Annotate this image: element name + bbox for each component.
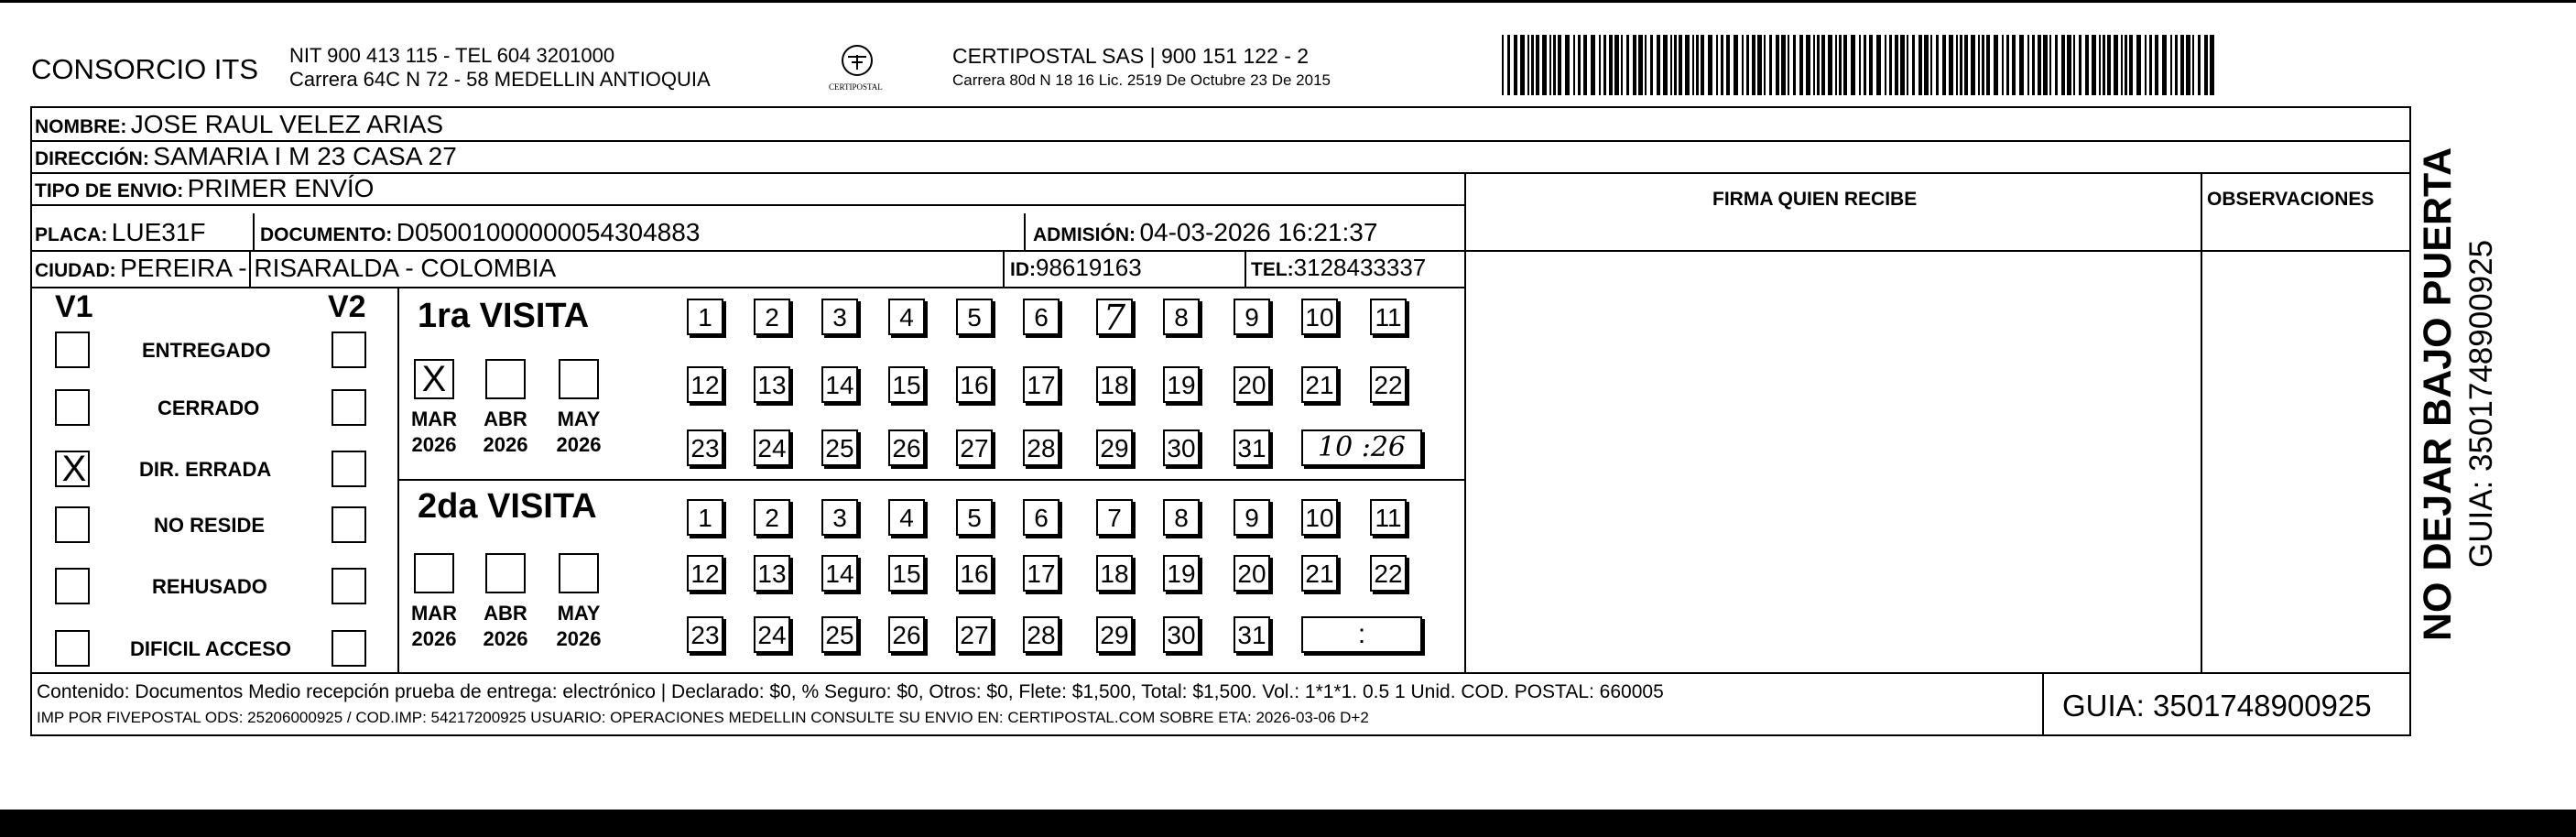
direccion-row: DIRECCIÓN: SAMARIA I M 23 CASA 27	[35, 142, 457, 170]
month-checkbox-abr[interactable]	[485, 553, 526, 593]
v2-checkbox-4[interactable]	[332, 506, 366, 543]
day-box-10[interactable]: 10	[1301, 499, 1338, 536]
certipostal-logo-icon	[835, 42, 879, 86]
day-box-7[interactable]: 7	[1096, 499, 1133, 536]
company-address: Carrera 64C N 72 - 58 MEDELLIN ANTIOQUIA	[289, 68, 711, 91]
month-checkbox-abr[interactable]	[485, 359, 526, 399]
status-option-label: CERRADO	[158, 397, 260, 419]
ciudad-cell: CIUDAD: PEREIRA - RISARALDA - COLOMBIA	[35, 254, 557, 282]
v1-checkbox-4[interactable]	[55, 506, 90, 543]
v1-checkbox-5[interactable]	[55, 568, 90, 604]
day-box-18[interactable]: 18	[1096, 366, 1133, 403]
status-option-label: NO RESIDE	[154, 514, 266, 537]
visit1-title: 1ra VISITA	[418, 297, 590, 335]
footer-content-line: Contenido: Documentos Medio recepción prueba de entrega: electrónico | Declarado: $0, % Seguro: $0, Otros: $0, Flete: $1,500, Total: $1,500. Vol.: 1*1*1. 0.5 1 Unid. COD. POSTAL: 660005	[37, 681, 1664, 702]
day-box-18[interactable]: 18	[1096, 555, 1133, 592]
day-box-4[interactable]: 4	[888, 499, 925, 536]
v2-checkbox-2[interactable]	[332, 389, 366, 426]
month-label: MAY 2026	[556, 408, 602, 456]
footer-print-line: IMP POR FIVEPOSTAL ODS: 25206000925 / COD.IMP: 54217200925 USUARIO: OPERACIONES MEDELLIN CONSULTE SU ENVIO EN: CERTIPOSTAL.COM SOBRE ETA: 2026-03-06 D+2	[37, 709, 1369, 726]
company-nit-tel: NIT 900 413 115 - TEL 604 3201000	[289, 44, 615, 67]
day-box-29[interactable]: 29	[1096, 429, 1133, 466]
day-box-27[interactable]: 27	[956, 616, 993, 653]
day-box-17[interactable]: 17	[1023, 366, 1060, 403]
day-box-7[interactable]	[1096, 298, 1133, 338]
admision-value: 04-03-2026 16:21:37	[1139, 218, 1378, 246]
visit-time-box[interactable]: :	[1301, 616, 1422, 653]
day-box-21[interactable]: 21	[1301, 366, 1338, 403]
ciudad-value: PEREIRA - RISARALDA - COLOMBIA	[120, 254, 557, 282]
day-box-31[interactable]: 31	[1234, 616, 1270, 653]
day-box-20[interactable]: 20	[1234, 555, 1270, 592]
day-box-17[interactable]: 17	[1023, 555, 1060, 592]
v1-mark: X	[61, 449, 87, 489]
day-box-5[interactable]: 5	[956, 299, 993, 335]
day-box-16[interactable]: 16	[956, 555, 993, 592]
month-mark: X	[421, 359, 447, 399]
day-box-8[interactable]: 8	[1163, 499, 1200, 536]
day-box-6[interactable]: 6	[1023, 299, 1060, 335]
day-box-22[interactable]: 22	[1370, 366, 1407, 403]
day-box-24[interactable]: 24	[754, 616, 790, 653]
logo-text: CERTIPOSTAL	[829, 82, 883, 92]
side-notice: NO DEJAR BAJO PUERTA	[2416, 147, 2460, 641]
day-box-15[interactable]: 15	[888, 555, 925, 592]
tel-value: 3128433337	[1293, 254, 1427, 281]
day-box-2[interactable]: 2	[754, 499, 790, 536]
day-box-6[interactable]: 6	[1023, 499, 1060, 536]
day-box-1[interactable]: 1	[687, 499, 723, 536]
v1-header: V1	[55, 289, 93, 324]
day-box-23[interactable]: 23	[687, 429, 723, 466]
nombre-value: JOSE RAUL VELEZ ARIAS	[130, 110, 444, 138]
day-box-29[interactable]: 29	[1096, 616, 1133, 653]
v2-checkbox-6[interactable]	[332, 630, 366, 667]
id-cell: ID:98619163	[1010, 254, 1142, 281]
observaciones-header: OBSERVACIONES	[2207, 189, 2375, 210]
day-box-30[interactable]: 30	[1163, 616, 1200, 653]
tipo-envio-value: PRIMER ENVÍO	[187, 174, 375, 202]
day-box-12[interactable]: 12	[687, 555, 723, 592]
day-box-1[interactable]: 1	[687, 299, 723, 335]
placa-value: LUE31F	[111, 218, 206, 246]
certipostal-info: CERTIPOSTAL SAS | 900 151 122 - 2	[952, 44, 1310, 68]
day-box-22[interactable]: 22	[1370, 555, 1407, 592]
day-box-20[interactable]: 20	[1234, 366, 1270, 403]
day-box-30[interactable]: 30	[1163, 429, 1200, 466]
day-box-16[interactable]: 16	[956, 366, 993, 403]
status-option-label: DIR. ERRADA	[139, 458, 272, 481]
month-checkbox-may[interactable]	[559, 553, 599, 593]
day-box-13[interactable]: 13	[754, 366, 790, 403]
day-box-13[interactable]: 13	[754, 555, 790, 592]
admision-cell: ADMISIÓN: 04-03-2026 16:21:37	[1033, 218, 1378, 246]
day-box-19[interactable]: 19	[1163, 555, 1200, 592]
day-box-5[interactable]: 5	[956, 499, 993, 536]
month-label: MAR 2026	[410, 408, 458, 456]
day-box-14[interactable]: 14	[821, 366, 858, 403]
status-option-label: REHUSADO	[152, 575, 267, 598]
day-box-26[interactable]: 26	[888, 616, 925, 653]
footer-guia: GUIA: 3501748900925	[2062, 689, 2372, 723]
day-box-11[interactable]: 11	[1370, 499, 1407, 536]
nombre-row: NOMBRE: JOSE RAUL VELEZ ARIAS	[35, 110, 444, 138]
month-checkbox-mar[interactable]	[414, 553, 454, 593]
tipo-envio-row: TIPO DE ENVIO: PRIMER ENVÍO	[35, 174, 375, 202]
day-box-25[interactable]: 25	[821, 429, 858, 466]
bottom-border	[0, 810, 2576, 837]
day-box-15[interactable]: 15	[888, 366, 925, 403]
month-label: MAR 2026	[410, 602, 458, 650]
day-mark: 7	[1103, 298, 1126, 338]
day-box-12[interactable]: 12	[687, 366, 723, 403]
v1-checkbox-2[interactable]	[55, 389, 90, 426]
id-value: 98619163	[1036, 254, 1142, 281]
v2-checkbox-5[interactable]	[332, 568, 366, 604]
day-box-9[interactable]: 9	[1234, 499, 1270, 536]
certipostal-license: Carrera 80d N 18 16 Lic. 2519 De Octubre 23 De 2015	[952, 71, 1331, 89]
company-name: CONSORCIO ITS	[31, 53, 259, 85]
v1-checkbox-1[interactable]	[55, 332, 90, 368]
v2-checkbox-1[interactable]	[332, 332, 366, 368]
day-box-3[interactable]: 3	[821, 499, 858, 536]
v1-checkbox-6[interactable]	[55, 630, 90, 667]
month-label: ABR 2026	[483, 408, 528, 456]
v1-checkbox-3[interactable]	[55, 451, 90, 487]
day-box-21[interactable]: 21	[1301, 555, 1338, 592]
v2-header: V2	[328, 289, 366, 324]
month-checkbox-may[interactable]	[559, 359, 599, 399]
status-option-label: DIFICIL ACCESO	[130, 637, 292, 660]
day-box-31[interactable]: 31	[1234, 429, 1270, 466]
firma-header: FIRMA QUIEN RECIBE	[1712, 189, 1918, 210]
day-box-28[interactable]: 28	[1023, 429, 1060, 466]
visit-time-box[interactable]: 10 :26	[1301, 429, 1422, 466]
day-box-9[interactable]: 9	[1234, 299, 1270, 335]
visit2-title: 2da VISITA	[418, 487, 597, 526]
month-checkbox-mar[interactable]	[414, 359, 454, 399]
top-border	[0, 0, 2576, 3]
day-box-19[interactable]: 19	[1163, 366, 1200, 403]
month-label: MAY 2026	[556, 602, 602, 650]
day-box-8[interactable]: 8	[1163, 299, 1200, 335]
day-box-3[interactable]: 3	[821, 299, 858, 335]
day-box-10[interactable]: 10	[1301, 299, 1338, 335]
month-label: ABR 2026	[483, 602, 528, 650]
status-option-label: ENTREGADO	[142, 339, 271, 362]
day-box-11[interactable]: 11	[1370, 299, 1407, 335]
day-box-23[interactable]: 23	[687, 616, 723, 653]
day-box-24[interactable]: 24	[754, 429, 790, 466]
documento-cell: DOCUMENTO: D05001000000054304883	[260, 218, 701, 246]
day-box-2[interactable]: 2	[754, 299, 790, 335]
side-guia: GUIA: 3501748900925	[2463, 239, 2499, 568]
placa-cell: PLACA: LUE31F	[35, 218, 206, 246]
tel-cell: TEL:3128433337	[1251, 254, 1427, 281]
v2-checkbox-3[interactable]	[332, 451, 366, 487]
direccion-value: SAMARIA I M 23 CASA 27	[153, 142, 457, 170]
day-box-14[interactable]: 14	[821, 555, 858, 592]
day-box-25[interactable]: 25	[821, 616, 858, 653]
day-box-4[interactable]: 4	[888, 299, 925, 335]
day-box-26[interactable]: 26	[888, 429, 925, 466]
documento-value: D05001000000054304883	[396, 218, 701, 246]
barcode-icon	[1502, 35, 2225, 95]
delivery-form	[30, 106, 2411, 736]
day-box-28[interactable]: 28	[1023, 616, 1060, 653]
day-box-27[interactable]: 27	[956, 429, 993, 466]
